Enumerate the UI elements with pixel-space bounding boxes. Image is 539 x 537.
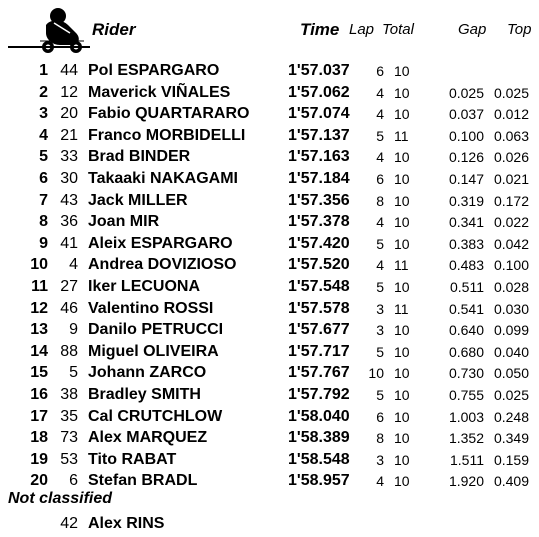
best-lap: 4: [376, 149, 384, 166]
total-laps: 10: [394, 235, 410, 252]
position: 9: [39, 234, 48, 252]
best-lap: 5: [376, 386, 384, 403]
gap-to-previous: 0.012: [493, 106, 529, 123]
best-lap: 4: [376, 84, 384, 101]
table-row: [0, 125, 539, 147]
rider-name: Valentino ROSSI: [88, 299, 214, 317]
gap-to-previous: 0.063: [493, 127, 529, 144]
lap-time: 1'57.037: [288, 62, 350, 79]
rider-name: Danilo PETRUCCI: [88, 321, 224, 339]
rider-name: Stefan BRADL: [88, 472, 198, 490]
header-top: Top: [507, 21, 532, 38]
rider-number: 9: [69, 321, 78, 339]
table-row: [0, 211, 539, 233]
rider-name: Maverick VIÑALES: [88, 83, 231, 101]
table-row: [0, 362, 539, 384]
total-laps: 10: [394, 192, 410, 209]
gap-to-first: 1.511: [450, 451, 484, 468]
rider-name: Jack MILLER: [88, 191, 188, 209]
results-header: [0, 0, 539, 60]
lap-time: 1'57.378: [288, 213, 350, 231]
gap-to-first: 0.730: [448, 365, 484, 382]
header-lap: Lap: [349, 21, 375, 38]
table-row: [0, 427, 539, 449]
rider-number: 43: [60, 191, 78, 209]
header-underline: [8, 46, 90, 48]
position: 7: [39, 191, 48, 209]
gap-to-first: 0.025: [448, 84, 484, 101]
rider-name: Alex RINS: [88, 515, 165, 532]
table-row: [0, 341, 539, 363]
total-laps: 10: [394, 322, 410, 339]
table-row: [0, 233, 539, 255]
total-laps: 11: [394, 300, 409, 317]
best-lap: 10: [368, 365, 384, 382]
gap-to-previous: 0.100: [493, 257, 529, 274]
gap-to-previous: 0.026: [493, 149, 529, 166]
gap-to-first: 0.680: [448, 343, 484, 360]
header-rider: Rider: [92, 20, 136, 39]
total-laps: 10: [394, 214, 410, 231]
best-lap: 6: [376, 170, 384, 187]
lap-time: 1'58.040: [288, 407, 350, 425]
position: 18: [30, 429, 48, 447]
rider-number: 36: [60, 213, 78, 231]
lap-time: 1'57.520: [288, 256, 350, 274]
best-lap: 4: [376, 257, 384, 274]
gap-to-previous: 0.248: [493, 408, 529, 425]
total-laps: 10: [394, 170, 410, 187]
lap-time: 1'57.767: [288, 364, 350, 382]
rider-number: 33: [60, 148, 78, 166]
gap-to-first: 0.341: [448, 214, 484, 231]
total-laps: 10: [394, 430, 410, 447]
position: 5: [39, 148, 48, 166]
gap-to-first: 1.003: [448, 408, 484, 425]
total-laps: 10: [394, 451, 410, 468]
position: 3: [39, 105, 48, 123]
position: 14: [30, 342, 48, 360]
rider-name: Brad BINDER: [88, 148, 191, 166]
lap-time: 1'57.578: [288, 299, 350, 317]
gap-to-previous: 0.159: [493, 451, 529, 468]
best-lap: 3: [376, 322, 384, 339]
best-lap: 4: [376, 106, 384, 123]
rider-name: Aleix ESPARGARO: [88, 234, 233, 252]
gap-to-first: 0.640: [448, 322, 484, 339]
rider-name: Miguel OLIVEIRA: [88, 342, 219, 360]
lap-time: 1'57.356: [288, 191, 350, 209]
best-lap: 6: [376, 408, 384, 425]
rider-number: 41: [60, 234, 78, 252]
lap-time: 1'57.717: [288, 342, 350, 360]
lap-time: 1'57.062: [288, 83, 350, 101]
position: 1: [39, 62, 48, 79]
gap-to-first: 1.920: [448, 473, 484, 490]
gap-to-first: 0.383: [448, 235, 484, 252]
rider-number: 44: [60, 62, 78, 79]
gap-to-first: 0.126: [448, 149, 484, 166]
total-laps: 10: [394, 278, 410, 295]
gap-to-previous: 0.409: [493, 473, 529, 490]
lap-time: 1'57.137: [288, 126, 350, 144]
total-laps: 10: [394, 408, 410, 425]
rider-name: Alex MARQUEZ: [88, 429, 208, 447]
table-row: [0, 276, 539, 298]
best-lap: 5: [376, 278, 384, 295]
position: 10: [30, 256, 48, 274]
rider-name: Iker LECUONA: [88, 277, 201, 295]
rider-number: 21: [60, 126, 78, 144]
rider-number: 6: [69, 472, 78, 490]
rider-number: 5: [69, 364, 78, 382]
rider-number: 27: [60, 277, 78, 295]
rider-name: Tito RABAT: [88, 450, 177, 468]
position: 6: [39, 169, 48, 187]
best-lap: 5: [376, 235, 384, 252]
rider-number: 46: [60, 299, 78, 317]
rider-number: 30: [60, 169, 78, 187]
rider-number: 4: [69, 256, 78, 274]
rider-name: Takaaki NAKAGAMI: [88, 169, 238, 187]
best-lap: 3: [376, 300, 384, 317]
lap-time: 1'57.163: [288, 148, 350, 166]
table-row: [0, 319, 539, 341]
table-row: [0, 406, 539, 428]
gap-to-previous: 0.028: [493, 278, 529, 295]
position: 8: [39, 213, 48, 231]
table-row: [0, 384, 539, 406]
best-lap: 3: [376, 451, 384, 468]
total-laps: 11: [394, 127, 409, 144]
rider-number: 73: [60, 429, 78, 447]
total-laps: 10: [394, 473, 410, 490]
position: 20: [30, 472, 48, 490]
position: 19: [30, 450, 48, 468]
gap-to-first: 0.755: [448, 386, 484, 403]
rider-number: 20: [60, 105, 78, 123]
gap-to-previous: 0.349: [493, 430, 529, 447]
table-row: [0, 298, 539, 320]
gap-to-first: 0.037: [448, 106, 484, 123]
lap-time: 1'57.677: [288, 321, 350, 339]
table-row: [0, 449, 539, 471]
position: 13: [30, 321, 48, 339]
total-laps: 11: [394, 257, 409, 274]
position: 2: [39, 83, 48, 101]
total-laps: 10: [394, 84, 410, 101]
lap-time: 1'58.957: [288, 472, 350, 490]
table-row: [0, 168, 539, 190]
rider-name: Joan MIR: [88, 213, 160, 231]
results-table: [0, 60, 539, 492]
best-lap: 4: [376, 473, 384, 490]
table-row: [0, 190, 539, 212]
lap-time: 1'58.389: [288, 429, 350, 447]
rider-number: 53: [60, 450, 78, 468]
position: 15: [30, 364, 48, 382]
not-classified-row: [0, 513, 539, 535]
rider-name: Cal CRUTCHLOW: [88, 407, 223, 425]
gap-to-previous: 0.099: [493, 322, 529, 339]
gap-to-first: 0.511: [450, 278, 484, 295]
table-row: [0, 254, 539, 276]
table-row: [0, 60, 539, 82]
best-lap: 6: [376, 63, 384, 79]
gap-to-previous: 0.050: [493, 365, 529, 382]
total-laps: 10: [394, 149, 410, 166]
lap-time: 1'57.184: [288, 169, 350, 187]
lap-time: 1'57.074: [288, 105, 350, 123]
rider-number: 88: [60, 342, 78, 360]
table-row: [0, 470, 539, 492]
position: 16: [30, 385, 48, 403]
position: 11: [31, 277, 48, 295]
rider-number: 12: [60, 83, 78, 101]
gap-to-first: 0.319: [448, 192, 484, 209]
gap-to-first: 0.541: [448, 300, 484, 317]
best-lap: 5: [376, 343, 384, 360]
lap-time: 1'57.420: [288, 234, 350, 252]
gap-to-first: 0.483: [448, 257, 484, 274]
lap-time: 1'57.548: [288, 277, 350, 295]
gap-to-previous: 0.025: [493, 386, 529, 403]
rider-name: Franco MORBIDELLI: [88, 126, 246, 144]
rider-name: Fabio QUARTARARO: [88, 105, 250, 123]
header-total: Total: [382, 21, 414, 38]
gap-to-previous: 0.021: [493, 170, 529, 187]
rider-name: Pol ESPARGARO: [88, 62, 220, 79]
gap-to-previous: 0.030: [493, 300, 529, 317]
position: 17: [30, 407, 48, 425]
table-row: [0, 82, 539, 104]
total-laps: 10: [394, 106, 410, 123]
table-row: [0, 146, 539, 168]
rider-number: 42: [60, 515, 78, 532]
position: 12: [30, 299, 48, 317]
lap-time: 1'57.792: [288, 385, 350, 403]
lap-time: 1'58.548: [288, 450, 350, 468]
header-time: Time: [300, 20, 340, 39]
best-lap: 8: [376, 192, 384, 209]
total-laps: 10: [394, 365, 410, 382]
position: 4: [39, 126, 48, 144]
total-laps: 10: [394, 63, 410, 79]
total-laps: 10: [394, 386, 410, 403]
total-laps: 10: [394, 343, 410, 360]
rider-name: Bradley SMITH: [88, 385, 201, 403]
gap-to-previous: 0.040: [493, 343, 529, 360]
rider-name: Johann ZARCO: [88, 364, 207, 382]
gap-to-previous: 0.025: [493, 84, 529, 101]
gap-to-first: 0.100: [448, 127, 484, 144]
gap-to-first: 1.352: [448, 430, 484, 447]
gap-to-first: 0.147: [448, 170, 484, 187]
gap-to-previous: 0.172: [493, 192, 529, 209]
table-row: [0, 103, 539, 125]
rider-number: 38: [60, 385, 78, 403]
rider-name: Andrea DOVIZIOSO: [88, 256, 237, 274]
best-lap: 5: [376, 127, 384, 144]
rider-number: 35: [60, 407, 78, 425]
best-lap: 8: [376, 430, 384, 447]
header-gap: Gap: [458, 21, 487, 38]
gap-to-previous: 0.022: [493, 214, 529, 231]
best-lap: 4: [376, 214, 384, 231]
not-classified-label: Not classified: [8, 490, 113, 507]
gap-to-previous: 0.042: [493, 235, 529, 252]
